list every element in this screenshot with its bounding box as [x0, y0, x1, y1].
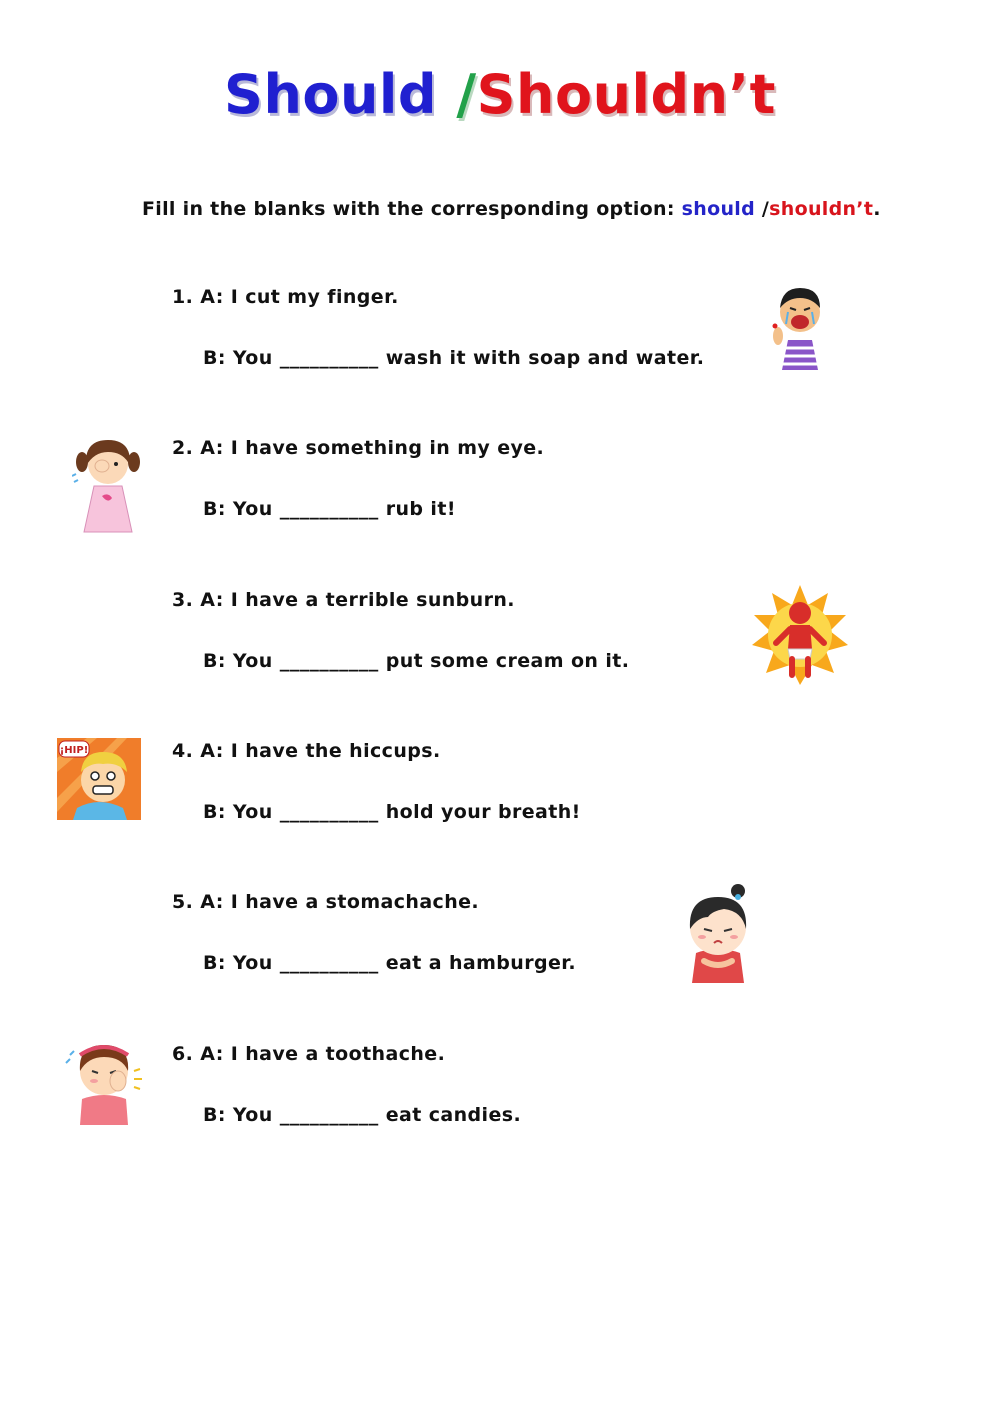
- option-shouldnt: shouldn’t: [769, 198, 874, 220]
- item-2-question: 2. A: I have something in my eye.: [172, 437, 545, 459]
- instructions-text: Fill in the blanks with the corresponding option:: [142, 198, 682, 220]
- option-should: should: [681, 198, 755, 220]
- item-3-answer[interactable]: B: You __________ put some cream on it.: [203, 650, 630, 672]
- item-3-question: 3. A: I have a terrible sunburn.: [172, 589, 515, 611]
- item-4-question: 4. A: I have the hiccups.: [172, 740, 441, 762]
- sunburn-boy-icon: [750, 585, 850, 685]
- item-5-answer[interactable]: B: You __________ eat a hamburger.: [203, 952, 576, 974]
- item-2-answer[interactable]: B: You __________ rub it!: [203, 498, 456, 520]
- title-slash: /: [456, 63, 477, 126]
- girl-rubbing-eye-icon: [72, 432, 146, 536]
- girl-stomachache-icon: [682, 883, 756, 987]
- boy-hiccups-icon: [57, 738, 141, 820]
- instructions-period: .: [873, 198, 881, 220]
- worksheet-title: [0, 63, 1000, 126]
- boy-crying-icon: [766, 280, 834, 372]
- instructions: [142, 198, 881, 220]
- item-6-answer[interactable]: B: You __________ eat candies.: [203, 1104, 522, 1126]
- title-shouldnt: Shouldn’t: [476, 63, 776, 126]
- hip-label: ¡HIP!: [59, 745, 89, 756]
- girl-toothache-icon: [64, 1033, 144, 1127]
- item-1-answer[interactable]: B: You __________ wash it with soap and water.: [203, 347, 705, 369]
- item-6-question: 6. A: I have a toothache.: [172, 1043, 446, 1065]
- title-should: Should: [224, 63, 438, 126]
- item-4-answer[interactable]: B: You __________ hold your breath!: [203, 801, 581, 823]
- option-separator: /: [755, 198, 770, 220]
- item-5-question: 5. A: I have a stomachache.: [172, 891, 480, 913]
- item-1-question: 1. A: I cut my finger.: [172, 286, 399, 308]
